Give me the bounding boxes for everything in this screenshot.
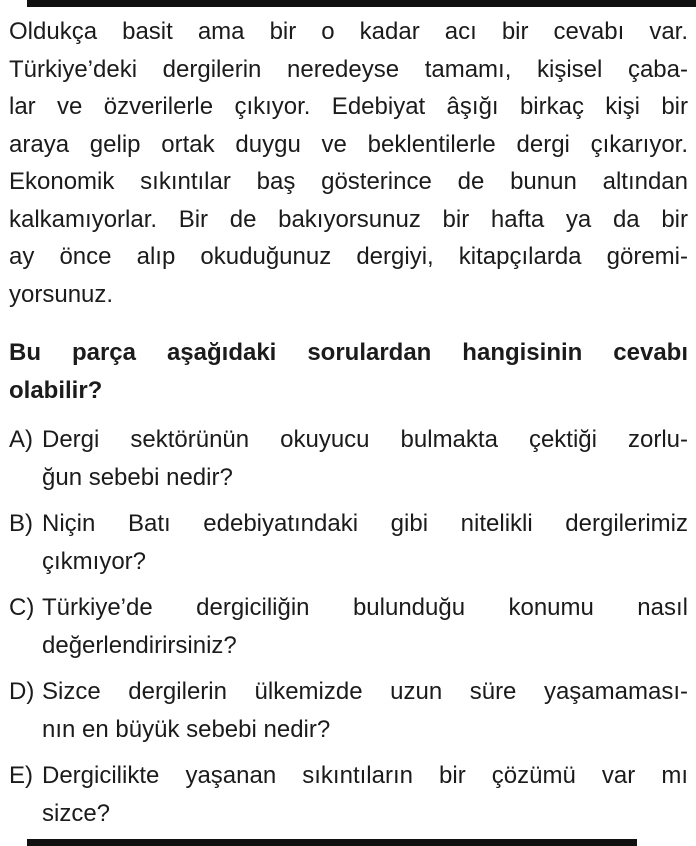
question-stem bbox=[9, 334, 688, 409]
question-line: Bu parça aşağıdaki sorulardan hangisinin cevabı bbox=[9, 339, 688, 366]
option-a bbox=[9, 421, 688, 496]
passage-line: ay önce alıp okuduğunuz dergiyi, kitapçılarda göremi- bbox=[9, 243, 688, 270]
bottom-border-bar bbox=[27, 839, 637, 846]
option-line: nın en büyük sebebi nedir? bbox=[42, 715, 331, 743]
option-letter: A) bbox=[9, 426, 33, 453]
option-c bbox=[9, 589, 688, 664]
option-letter: C) bbox=[9, 594, 35, 621]
option-line: Sizce dergilerin ülkemizde uzun süre yaşamaması- bbox=[42, 678, 688, 705]
option-line: Dergicilikte yaşanan sıkıntıların bir çözümü var mı bbox=[42, 762, 688, 789]
option-text bbox=[42, 673, 688, 748]
option-b bbox=[9, 505, 688, 580]
passage-line: Oldukça basit ama bir o kadar acı bir cevabı var. bbox=[9, 18, 688, 45]
option-line: ğun sebebi nedir? bbox=[42, 463, 233, 491]
option-line: Türkiye’de dergiciliğin bulunduğu konumu nasıl bbox=[42, 594, 688, 621]
passage-line: araya gelip ortak duygu ve beklentilerle dergi çıkarıyor. bbox=[9, 130, 688, 158]
passage-line: kalkamıyorlar. Bir de bakıyorsunuz bir hafta ya da bir bbox=[9, 205, 688, 233]
option-text bbox=[42, 421, 688, 496]
option-line: çıkmıyor? bbox=[42, 547, 147, 575]
passage-line: lar ve özverilerle çıkıyor. Edebiyat âşığı birkaç kişi bir bbox=[9, 93, 688, 120]
option-e bbox=[9, 757, 688, 832]
option-line: Dergi sektörünün okuyucu bulmakta çektiği zorlu- bbox=[42, 426, 688, 453]
option-d bbox=[9, 673, 688, 748]
top-border-bar bbox=[27, 0, 696, 7]
question-line: olabilir? bbox=[9, 376, 103, 404]
option-text bbox=[42, 505, 688, 580]
passage-line: Türkiye’deki dergilerin neredeyse tamamı, kişisel çaba- bbox=[9, 55, 688, 83]
option-letter: D) bbox=[9, 678, 35, 705]
passage-line: Ekonomik sıkıntılar baş gösterince de bunun altından bbox=[9, 168, 688, 195]
passage-line: yorsunuz. bbox=[9, 280, 114, 308]
option-line: değerlendirirsiniz? bbox=[42, 631, 237, 659]
options-list bbox=[9, 421, 688, 832]
option-text bbox=[42, 757, 688, 832]
option-text bbox=[42, 589, 688, 664]
option-letter: B) bbox=[9, 510, 33, 537]
option-line: Niçin Batı edebiyatındaki gibi nitelikli dergilerimiz bbox=[42, 510, 688, 537]
option-line: sizce? bbox=[42, 799, 111, 827]
option-letter: E) bbox=[9, 762, 33, 789]
passage bbox=[9, 13, 688, 313]
